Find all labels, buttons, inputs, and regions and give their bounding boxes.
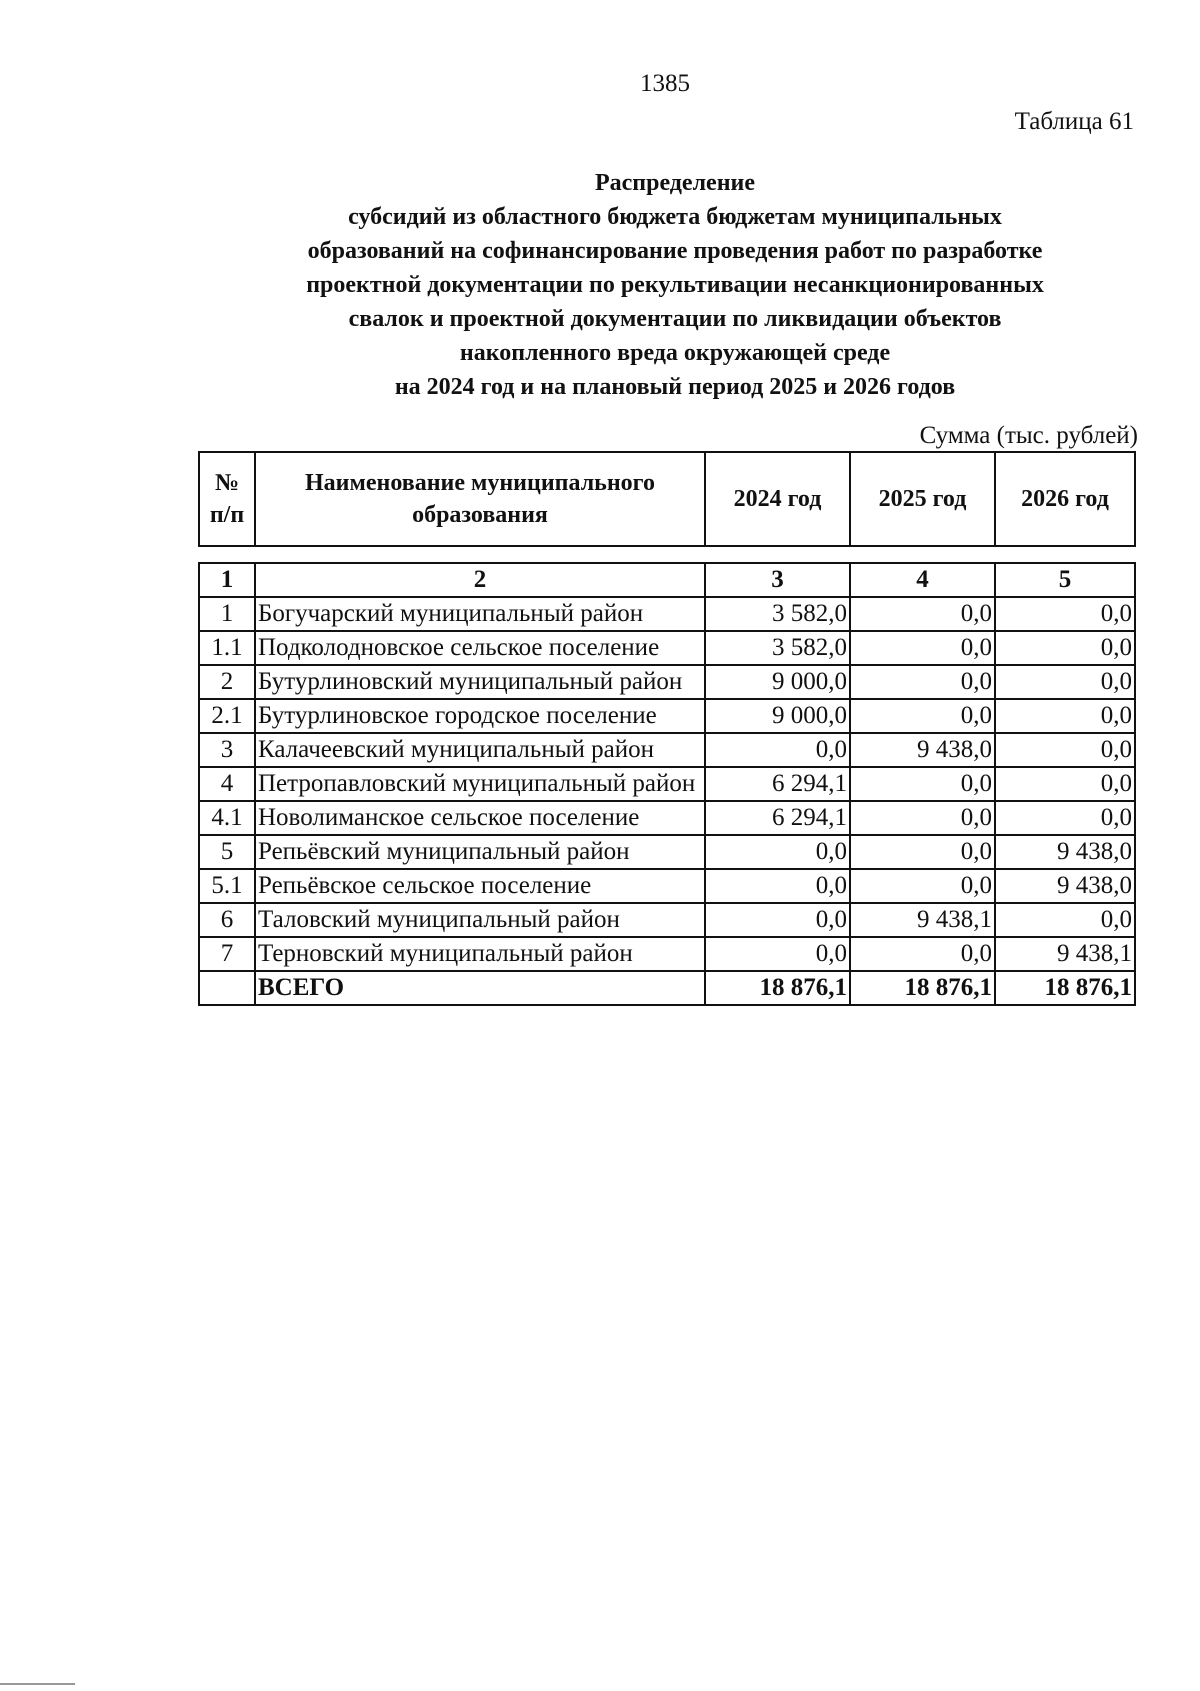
title-line: проектной документации по рекультивации несанкционированных xyxy=(306,272,1044,298)
units-label: Сумма (тыс. рублей) xyxy=(919,422,1138,449)
cell-num: 5.1 xyxy=(199,869,255,903)
cell-y2026: 9 438,0 xyxy=(995,835,1135,869)
total-2026: 18 876,1 xyxy=(995,971,1135,1005)
cell-y2024: 0,0 xyxy=(705,937,850,971)
cell-y2025: 0,0 xyxy=(850,631,995,665)
title-line: Распределение xyxy=(594,170,756,196)
cell-y2024: 3 582,0 xyxy=(705,631,850,665)
table-row xyxy=(199,869,1135,903)
header-num: № п/п xyxy=(199,452,255,546)
cell-y2025: 9 438,1 xyxy=(850,903,995,937)
cell-y2025: 0,0 xyxy=(850,699,995,733)
cell-y2025: 0,0 xyxy=(850,665,995,699)
header-2026: 2026 год xyxy=(995,452,1135,546)
cell-name: Петропавловский муниципальный район xyxy=(255,767,705,801)
total-2024: 18 876,1 xyxy=(705,971,850,1005)
table-row xyxy=(199,597,1135,631)
table-row xyxy=(199,801,1135,835)
cell-y2025: 9 438,0 xyxy=(850,733,995,767)
table-row xyxy=(199,665,1135,699)
cell-y2026: 0,0 xyxy=(995,597,1135,631)
cell-num: 1.1 xyxy=(199,631,255,665)
cell-y2026: 0,0 xyxy=(995,665,1135,699)
cell-y2026: 0,0 xyxy=(995,903,1135,937)
cell-name: Бутурлиновское городское поселение xyxy=(255,699,705,733)
cell-y2024: 0,0 xyxy=(705,835,850,869)
cell-y2025: 0,0 xyxy=(850,869,995,903)
cell-name: Новолиманское сельское поселение xyxy=(255,801,705,835)
table-body xyxy=(199,563,1135,1005)
header-name: Наименование муниципального образования xyxy=(255,452,705,546)
cell-y2024: 0,0 xyxy=(705,869,850,903)
cell-y2024: 0,0 xyxy=(705,903,850,937)
cell-num: 7 xyxy=(199,937,255,971)
cell-y2025: 0,0 xyxy=(850,767,995,801)
cell-num: 4.1 xyxy=(199,801,255,835)
title-line: субсидий из областного бюджета бюджетам муниципальных xyxy=(348,204,1002,230)
column-number: 4 xyxy=(850,563,995,597)
cell-y2026: 0,0 xyxy=(995,699,1135,733)
cell-y2024: 3 582,0 xyxy=(705,597,850,631)
table-row xyxy=(199,733,1135,767)
column-number: 3 xyxy=(705,563,850,597)
header-2024: 2024 год xyxy=(705,452,850,546)
cell-num: 1 xyxy=(199,597,255,631)
cell-name: Терновский муниципальный район xyxy=(255,937,705,971)
cell-y2025: 0,0 xyxy=(850,937,995,971)
title-line: свалок и проектной документации по ликвидации объектов xyxy=(348,306,1002,332)
cell-name: Репьёвский муниципальный район xyxy=(255,835,705,869)
table-row xyxy=(199,767,1135,801)
cell-y2026: 0,0 xyxy=(995,631,1135,665)
header-2025: 2025 год xyxy=(850,452,995,546)
cell-y2025: 0,0 xyxy=(850,597,995,631)
table-row xyxy=(199,937,1135,971)
total-row xyxy=(199,971,1135,1005)
title-line: образований на софинансирование проведения работ по разработке xyxy=(307,238,1043,264)
cell-name: Калачеевский муниципальный район xyxy=(255,733,705,767)
table-row xyxy=(199,631,1135,665)
cell-empty xyxy=(199,971,255,1005)
column-number-row xyxy=(199,563,1135,597)
column-number: 2 xyxy=(255,563,705,597)
cell-name: Бутурлиновский муниципальный район xyxy=(255,665,705,699)
scan-edge-mark xyxy=(0,1683,75,1685)
cell-num: 2.1 xyxy=(199,699,255,733)
document-title xyxy=(150,166,1200,404)
data-table xyxy=(198,562,1136,1006)
column-number: 1 xyxy=(199,563,255,597)
cell-name: Подколодновское сельское поселение xyxy=(255,631,705,665)
cell-y2026: 9 438,1 xyxy=(995,937,1135,971)
cell-y2026: 9 438,0 xyxy=(995,869,1135,903)
table-label: Таблица 61 xyxy=(1014,108,1134,135)
cell-num: 2 xyxy=(199,665,255,699)
title-line: накопленного вреда окружающей среде xyxy=(459,340,891,366)
cell-name: Богучарский муниципальный район xyxy=(255,597,705,631)
cell-name: Репьёвское сельское поселение xyxy=(255,869,705,903)
cell-y2025: 0,0 xyxy=(850,835,995,869)
title-line: на 2024 год и на плановый период 2025 и 2026 годов xyxy=(394,374,956,400)
cell-y2026: 0,0 xyxy=(995,801,1135,835)
cell-name: Таловский муниципальный район xyxy=(255,903,705,937)
total-2025: 18 876,1 xyxy=(850,971,995,1005)
cell-y2024: 9 000,0 xyxy=(705,665,850,699)
cell-num: 4 xyxy=(199,767,255,801)
page-number: 1385 xyxy=(640,70,690,97)
cell-y2024: 0,0 xyxy=(705,733,850,767)
cell-y2024: 6 294,1 xyxy=(705,801,850,835)
total-label: ВСЕГО xyxy=(255,971,705,1005)
table-row xyxy=(199,699,1135,733)
cell-y2025: 0,0 xyxy=(850,801,995,835)
table-header xyxy=(198,451,1136,547)
cell-num: 5 xyxy=(199,835,255,869)
header-row xyxy=(199,452,1135,546)
cell-y2024: 9 000,0 xyxy=(705,699,850,733)
column-number: 5 xyxy=(995,563,1135,597)
table-row xyxy=(199,835,1135,869)
table-row xyxy=(199,903,1135,937)
cell-y2024: 6 294,1 xyxy=(705,767,850,801)
cell-y2026: 0,0 xyxy=(995,733,1135,767)
cell-y2026: 0,0 xyxy=(995,767,1135,801)
cell-num: 3 xyxy=(199,733,255,767)
cell-num: 6 xyxy=(199,903,255,937)
